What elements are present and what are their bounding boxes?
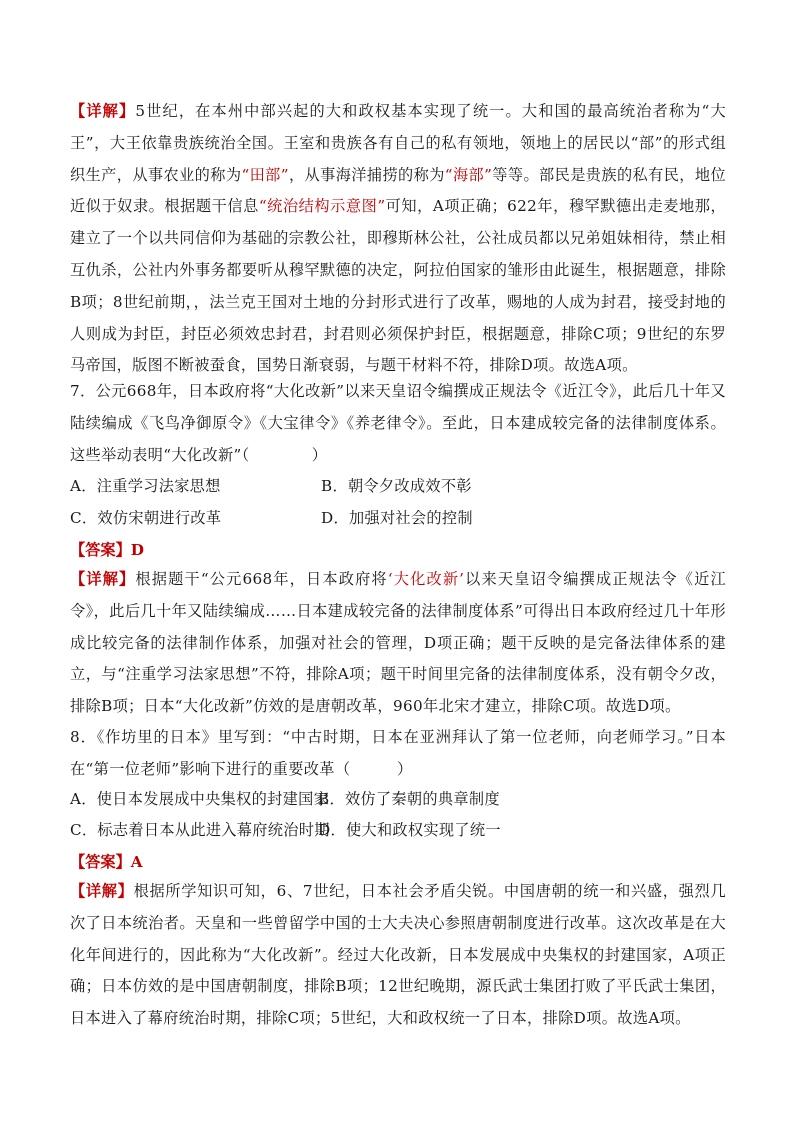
detail-text: 根据题干“公元668年，日本政府将 <box>135 570 388 588</box>
answer-tag: 【答案】 <box>70 853 131 871</box>
q8-detail-paragraph <box>70 876 726 1035</box>
q7-stem: 7．公元668年，日本政府将“大化改新”以来天皇诏令编撰成正规法令《近江令》，此后几十年又陆续编成《飞鸟净御原令》《大宝律令》《养老律令》。至此，日本建成较完备的法律制度体系。这些举动表明“大化改新”（ ） <box>70 382 726 464</box>
detail-text: 以来天皇诏令编撰成正规法令《近江令》，此后几十年又陆续编成……日本建成较完备的法律制度体系”可得出日本政府经过几十年形成比较完备的法律制作体系，加强对社会的管理，D项正确；题干反映的是完备法律体系的建立，与“注重学习法家思想”不符，排除A项；题干时间里完备的法律制度体系，没有朝令夕改，排除B项；日本“大化改新”仿效的是唐朝改革，960年北宋才建立，排除C项。故选D项。 <box>70 570 726 716</box>
q6-detail-paragraph <box>70 96 726 382</box>
detail-text: 5世纪，在本州中部兴起的大和政权基本实现了统一。大和国的最高统治者称为“大王”，大王依靠贵族统治全国。王室和贵族各有自己的私有领地，领地上的居民以“部”的形式组织生产，从事农业的称为 <box>70 102 726 184</box>
detail-text: ，从事海洋捕捞的称为 <box>288 165 445 184</box>
answer-tag: 【答案】 <box>70 541 131 559</box>
q8-option-d: D．使大和政权实现了统一 <box>318 821 501 839</box>
q8-option-b: B．效仿了秦朝的典章制度 <box>318 790 500 808</box>
q7-option-c: C．效仿宋朝进行改革 <box>70 509 222 527</box>
answer-value: D <box>130 541 144 559</box>
q8-answer <box>70 852 143 872</box>
highlight-taika-reform: ‘大化改新’ <box>387 570 465 588</box>
q8-option-a: A．使日本发展成中央集权的封建国家 <box>70 790 330 808</box>
q7-answer <box>70 540 144 560</box>
detail-tag: 【详解】 <box>70 570 136 588</box>
detail-tag: 【详解】 <box>70 882 134 900</box>
q8-option-c: C．标志着日本从此进入幕府统治时期 <box>70 821 330 839</box>
q7-option-a: A．注重学习法家思想 <box>70 477 221 495</box>
q7-detail-paragraph <box>70 564 726 723</box>
detail-text: 等等。部民是贵族的私有民，地位近似于奴隶。根据题干信息 <box>70 165 726 216</box>
detail-text: 可知，A项正确；622年，穆罕默德出走麦地那，建立了一个以共同信仰为基础的宗教公社，即穆斯林公社，公社成员都以兄弟姐妹相待，禁止相互仇杀，公社内外事务都要听从穆罕默德的决定，阿拉伯国家的雏形由此诞生，根据题意，排除B项；8世纪前期，，法兰克王国对土地的分封形式进行了改革，赐地的人成为封君，接受封地的人则成为封臣，封臣必须效忠封君，封君则必须保护封臣，根据题意，排除C项；9世纪的东罗马帝国，版图不断被蚕食，国势日渐衰弱，与题干材料不符，排除D项。故选A项。 <box>70 197 726 375</box>
q7-option-b: B．朝令夕改成效不彰 <box>321 477 472 495</box>
highlight-tianbu: “田部” <box>241 165 289 184</box>
detail-tag: 【详解】 <box>70 102 136 120</box>
q8-stem: 8．《作坊里的日本》里写到：“中古时期，日本在亚洲拜认了第一位老师，向老师学习。”日本在“第一位老师”影响下进行的重要改革（ ） <box>70 728 726 778</box>
detail-text: 根据所学知识可知，6、7世纪，日本社会矛盾尖锐。中国唐朝的统一和兴盛，强烈几次了日本统治者。天皇和一些曾留学中国的士大夫决心参照唐朝制度进行改革。这次改革是在大化年间进行的，因此称为“大化改新”。经过大化改新，日本发展成中央集权的封建国家，A项正确；日本仿效的是中国唐朝制度，排除B项；12世纪晚期，源氏武士集团打败了平氏武士集团，日本进入了幕府统治时期，排除C项；5世纪，大和政权统一了日本，排除D项。故选A项。 <box>70 882 726 1028</box>
q7-option-d: D．加强对社会的控制 <box>321 509 473 527</box>
answer-value: A <box>130 853 143 871</box>
highlight-diagram-title: “统治结构示意图” <box>258 197 386 216</box>
highlight-haibu: “海部” <box>444 165 493 184</box>
